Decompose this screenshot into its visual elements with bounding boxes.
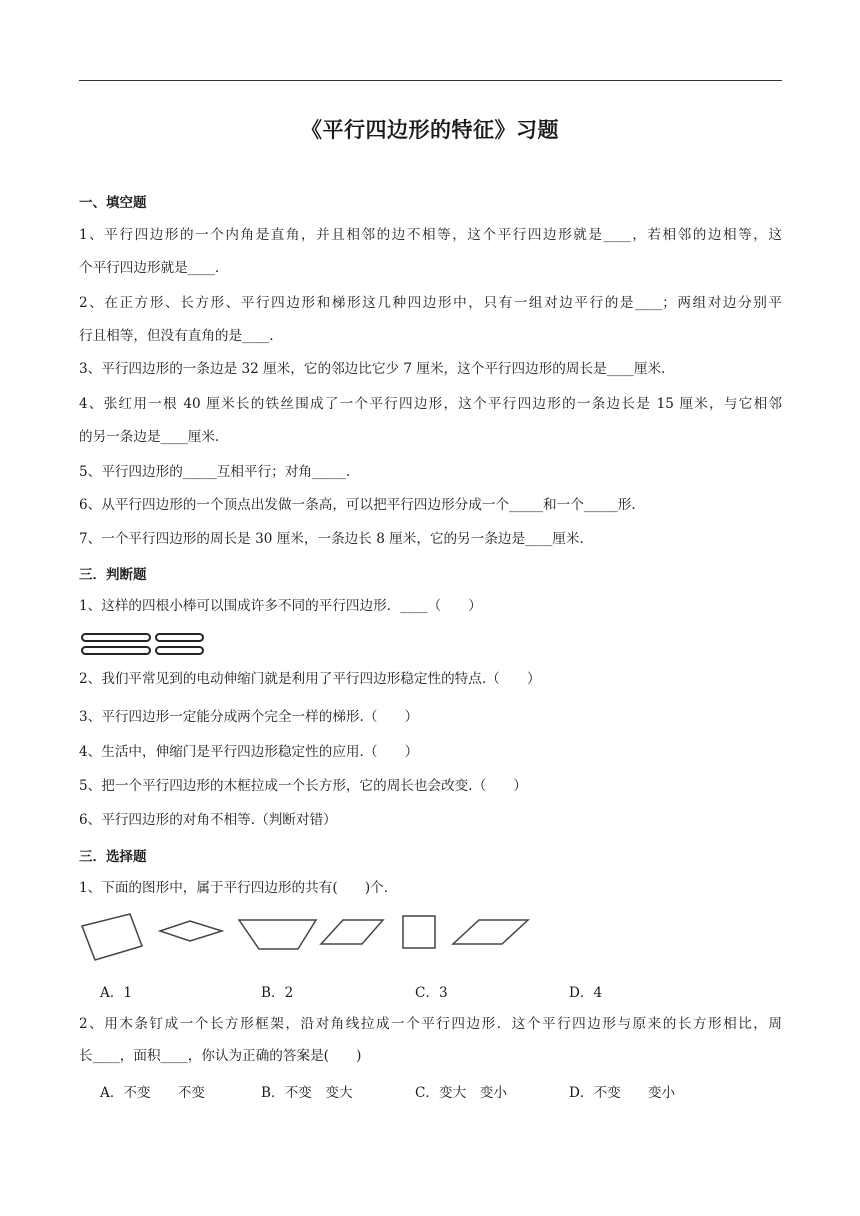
shape-parallelogram-2 — [453, 920, 528, 944]
choice-q1-option-b: B．2 — [261, 985, 294, 1001]
shape-tilted-rectangle — [82, 914, 142, 960]
choice-q2-option-c: C．变大 变小 — [415, 1085, 507, 1101]
section-choice-heading: 三．选择题 — [79, 849, 147, 865]
fill-q6: 6、从平行四边形的一个顶点出发做一条高，可以把平行四边形分成一个_____和一个_____形. — [79, 497, 636, 513]
judge-q2: 2、我们平常见到的电动伸缩门就是利用了平行四边形稳定性的特点.（ ） — [79, 671, 541, 687]
choice-q2-line2: 长____，面积____，你认为正确的答案是( ) — [79, 1048, 362, 1064]
choice-q1-option-d: D．4 — [569, 985, 603, 1001]
fill-q1-line1: 1、平行四边形的一个内角是直角，并且相邻的边不相等，这个平行四边形就是____，若相邻的边相等，这 — [79, 227, 782, 243]
fill-q2-line2: 行且相等，但没有直角的是____. — [79, 328, 274, 344]
choice-q2-line1: 2、用木条钉成一个长方形框架，沿对角线拉成一个平行四边形．这个平行四边形与原来的长方形相比，周 — [79, 1016, 782, 1032]
fill-q5: 5、平行四边形的_____互相平行；对角_____. — [79, 464, 351, 480]
page-title: 《平行四边形的特征》习题 — [301, 117, 559, 142]
fill-q4-line1: 4、张红用一根 40 厘米长的铁丝围成了一个平行四边形，这个平行四边形的一条边长是 15 厘米，与它相邻 — [79, 396, 782, 412]
judge-q4: 4、生活中，伸缩门是平行四边形稳定性的应用.（ ） — [79, 744, 419, 760]
choice-q1: 1、下面的图形中，属于平行四边形的共有( )个. — [79, 880, 389, 896]
choice-q1-option-a: A．1 — [100, 985, 133, 1001]
judge-q1: 1、这样的四根小棒可以围成许多不同的平行四边形．____（ ） — [79, 598, 482, 614]
judge-q5: 5、把一个平行四边形的木框拉成一个长方形，它的周长也会改变.（ ） — [79, 778, 527, 794]
choice-q2-option-b: B．不变 变大 — [261, 1085, 353, 1101]
stick-long-bottom — [82, 647, 150, 654]
section-fill-heading: 一、填空题 — [79, 195, 147, 211]
four-sticks-figure — [80, 632, 206, 658]
stick-short-top — [156, 634, 203, 641]
judge-q3: 3、平行四边形一定能分成两个完全一样的梯形.（ ） — [79, 709, 419, 725]
header-rule — [79, 80, 782, 81]
stick-long-top — [82, 634, 150, 641]
choice-q2-option-a: A．不变 不变 — [100, 1085, 205, 1101]
shape-parallelogram-1 — [321, 920, 383, 944]
quadrilateral-figures — [78, 908, 538, 964]
fill-q1-line2: 个平行四边形就是____. — [79, 260, 220, 276]
choice-q1-option-c: C．3 — [415, 985, 448, 1001]
shape-square — [403, 916, 435, 948]
section-judge-heading: 三．判断题 — [79, 567, 147, 583]
judge-q6: 6、平行四边形的对角不相等.（判断对错） — [79, 812, 337, 828]
stick-short-bottom — [156, 647, 203, 654]
fill-q4-line2: 的另一条边是____厘米. — [79, 429, 220, 445]
shape-trapezoid — [239, 920, 316, 949]
shape-rhombus — [160, 921, 222, 941]
fill-q3: 3、平行四边形的一条边是 32 厘米，它的邻边比它少 7 厘米，这个平行四边形的周长是____厘米. — [79, 361, 666, 377]
choice-q2-option-d: D．不变 变小 — [569, 1085, 676, 1101]
fill-q2-line1: 2、在正方形、长方形、平行四边形和梯形这几种四边形中，只有一组对边平行的是____；两组对边分别平 — [79, 295, 782, 311]
fill-q7: 7、一个平行四边形的周长是 30 厘米，一条边长 8 厘米，它的另一条边是____厘米. — [79, 531, 584, 547]
